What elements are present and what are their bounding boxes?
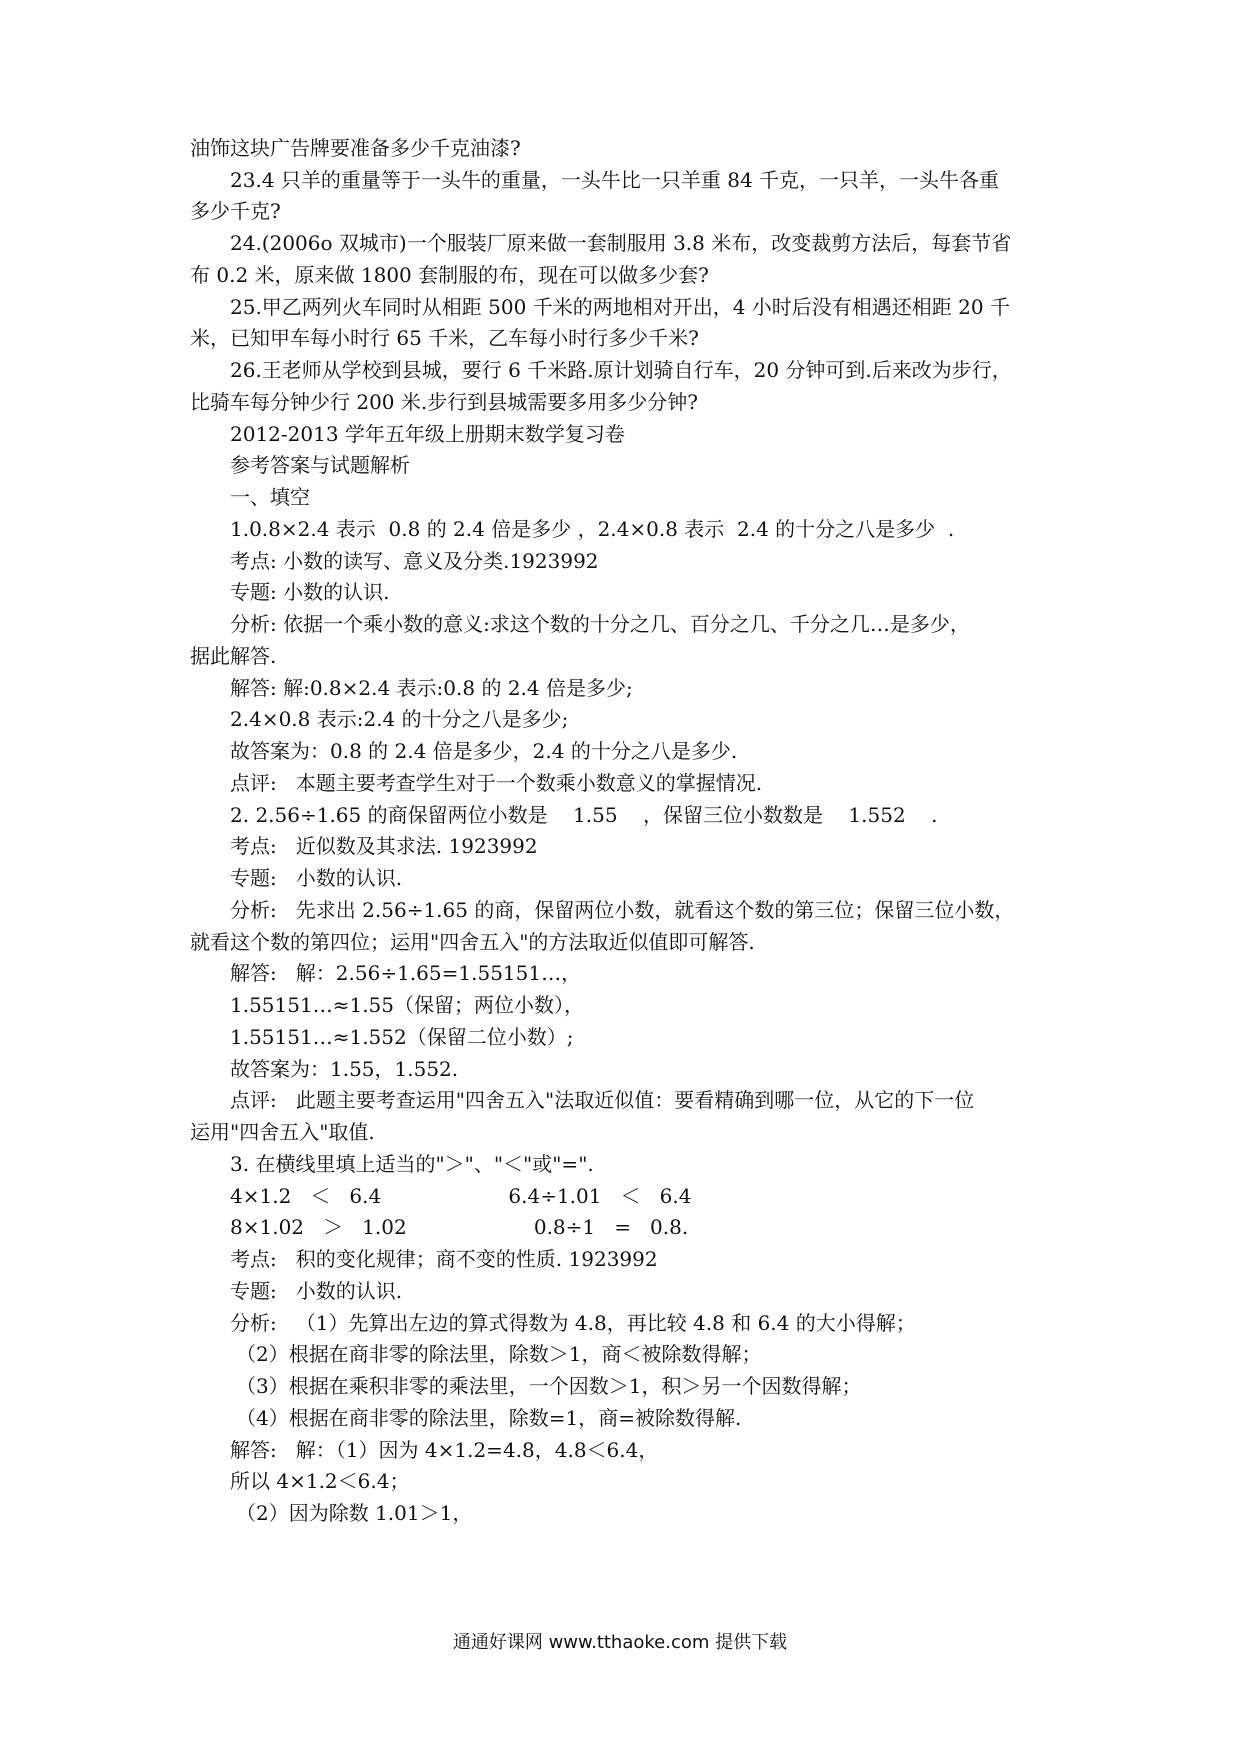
text-line: 解答: 解：2.56÷1.65=1.55151…， <box>230 961 582 985</box>
text-line: 4×1.2 ＜ 6.4 6.4÷1.01 ＜ 6.4 <box>230 1184 692 1208</box>
text-line: 考点: 小数的读写、意义及分类.1923992 <box>230 549 599 573</box>
text-line: 1.55151…≈1.552（保留二位小数）; <box>230 1025 574 1049</box>
text-line: 运用"四舍五入"取值. <box>190 1120 375 1144</box>
text-line: 点评: 此题主要考查运用"四舍五入"法取近似值：要看精确到哪一位，从它的下一位 <box>230 1088 975 1112</box>
text-line: 点评: 本题主要考查学生对于一个数乘小数意义的掌握情况. <box>230 771 763 795</box>
text-line: 油饰这块广告牌要准备多少千克油漆? <box>190 136 521 160</box>
text-line: 分析: 依据一个乘小数的意义:求这个数的十分之几、百分之几、千分之几…是多少， <box>230 612 970 636</box>
text-line: 据此解答. <box>190 644 277 668</box>
question-1: 1.0.8×2.4 表示 0.8 的 2.4 倍是多少 ，2.4×0.8 表示 2.4 的十分之八是多少 . <box>230 517 955 541</box>
question-3: 3. 在横线里填上适当的"＞"、"＜"或"=". <box>230 1152 594 1176</box>
text-line: 专题: 小数的认识. <box>230 1279 403 1303</box>
text-line: 米，已知甲车每小时行 65 千米，乙车每小时行多少千米? <box>190 326 699 350</box>
section-heading: 一、填空 <box>230 485 310 509</box>
question-2: 2. 2.56÷1.65 的商保留两位小数是 1.55 ，保留三位小数数是 1.552 . <box>230 803 938 827</box>
text-line: 多少千克? <box>190 199 281 223</box>
text-line: （3）根据在乘积非零的乘法里，一个因数＞1，积＞另一个因数得解； <box>236 1374 862 1398</box>
text-line: 解答: 解:0.8×2.4 表示:0.8 的 2.4 倍是多少; <box>230 676 633 700</box>
text-line: （2）根据在商非零的除法里，除数＞1，商＜被除数得解； <box>236 1342 762 1366</box>
section-heading: 参考答案与试题解析 <box>230 453 410 477</box>
text-line: 故答案为：1.55，1.552. <box>230 1057 459 1081</box>
text-line: 就看这个数的第四位；运用"四舍五入"的方法取近似值即可解答. <box>190 930 755 954</box>
text-line: 故答案为：0.8 的 2.4 倍是多少，2.4 的十分之八是多少. <box>230 739 738 763</box>
text-line: 26.王老师从学校到县城，要行 6 千米路.原计划骑自行车，20 分钟可到.后来改为步行， <box>230 358 1012 382</box>
text-line: 25.甲乙两列火车同时从相距 500 千米的两地相对开出，4 小时后没有相遇还相距 20 千 <box>230 295 1010 319</box>
page-footer: 通通好课网 www.tthaoke.com 提供下载 <box>452 1632 788 1653</box>
text-line: 24.(2006o 双城市)一个服装厂原来做一套制服用 3.8 米布，改变裁剪方法后，每套节省 <box>230 231 1012 255</box>
text-line: （2）因为除数 1.01＞1， <box>236 1501 473 1525</box>
text-line: 23.4 只羊的重量等于一头牛的重量，一头牛比一只羊重 84 千克，一只羊，一头牛各重 <box>230 168 1000 192</box>
text-line: （4）根据在商非零的除法里，除数=1，商=被除数得解. <box>236 1406 742 1430</box>
text-line: 1.55151…≈1.55（保留；两位小数）， <box>230 993 584 1017</box>
text-line: 所以 4×1.2＜6.4； <box>230 1469 410 1493</box>
text-line: 8×1.02 ＞ 1.02 0.8÷1 = 0.8. <box>230 1215 689 1239</box>
text-line: 分析: （1）先算出左边的算式得数为 4.8，再比较 4.8 和 6.4 的大小得解； <box>230 1311 916 1335</box>
text-line: 比骑车每分钟少行 200 米.步行到县城需要多用多少分钟? <box>190 390 698 414</box>
document-title: 2012-2013 学年五年级上册期末数学复习卷 <box>230 422 625 446</box>
text-line: 布 0.2 米，原来做 1800 套制服的布，现在可以做多少套? <box>190 263 709 287</box>
text-line: 解答: 解：（1）因为 4×1.2=4.8，4.8＜6.4， <box>230 1438 659 1462</box>
text-line: 考点: 近似数及其求法. 1923992 <box>230 834 538 858</box>
text-line: 考点: 积的变化规律；商不变的性质. 1923992 <box>230 1247 658 1271</box>
text-line: 专题: 小数的认识. <box>230 580 390 604</box>
text-line: 2.4×0.8 表示:2.4 的十分之八是多少; <box>230 707 569 731</box>
text-line: 专题: 小数的认识. <box>230 866 403 890</box>
text-line: 分析: 先求出 2.56÷1.65 的商，保留两位小数，就看这个数的第三位；保留三位小数， <box>230 898 1015 922</box>
